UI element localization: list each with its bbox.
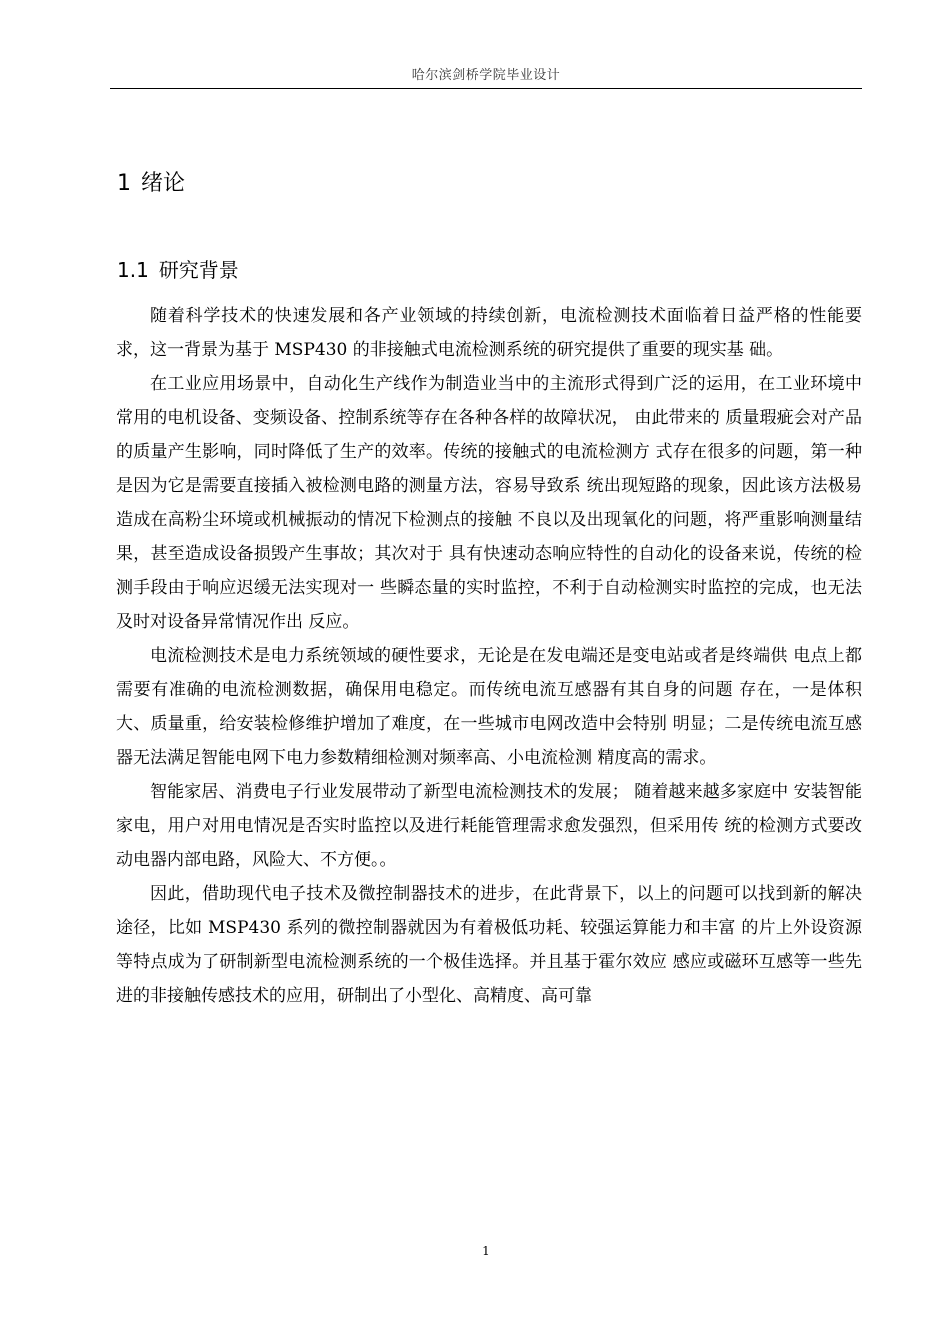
- page-number: 1: [482, 1244, 490, 1258]
- chapter-title: 绪论: [141, 171, 186, 196]
- section-number: 1.1: [117, 258, 149, 282]
- paragraph-power-system: 电流检测技术是电力系统领域的硬性要求，无论是在发电端还是变电站或者是终端供 电点上都需要有准确的电流检测数据，确保用电稳定。而传统电流互感器有其自身的问题 存在，一是体积大、质量重，给安装检修维护增加了难度，在一些城市电网改造中会特别 明显；二是传统电流互感器无法满足智能电网下电力参数精细检测对频率高、小电流检测 精度高的需求。: [116, 646, 862, 768]
- paragraph-conclusion: 因此，借助现代电子技术及微控制器技术的进步，在此背景下，以上的问题可以找到新的解决途径，比如 MSP430 系列的微控制器就因为有着极低功耗、较强运算能力和丰富 的片上外设资源等特点成为了研制新型电流检测系统的一个极佳选择。并且基于霍尔效应 感应或磁环互感等一些先进的非接触传感技术的应用，研制出了小型化、高精度、高可靠: [116, 884, 862, 1006]
- page-header: 哈尔滨剑桥学院毕业设计: [411, 68, 561, 83]
- paragraph-smart-home: 智能家居、消费电子行业发展带动了新型电流检测技术的发展； 随着越来越多家庭中 安装智能家电，用户对用电情况是否实时监控以及进行耗能管理需求愈发强烈，但采用传 统的检测方式要改动电器内部电路，风险大、不方便。。: [116, 782, 862, 870]
- paragraph-industrial: 在工业应用场景中，自动化生产线作为制造业当中的主流形式得到广泛的运用，在工业环境中常用的电机设备、变频设备、控制系统等存在各种各样的故障状况， 由此带来的 质量瑕疵会对产品的质量产生影响，同时降低了生产的效率。传统的接触式的电流检测方 式存在很多的问题，第一种是因为它是需要直接插入被检测电路的测量方法，容易导致系 统出现短路的现象，因此该方法极易造成在高粉尘环境或机械振动的情况下检测点的接触 不良以及出现氧化的问题，将严重影响测量结果，甚至造成设备损毁产生事故；其次对于 具有快速动态响应特性的自动化的设备来说，传统的检测手段由于响应迟缓无法实现对一 些瞬态量的实时监控，不利于自动检测实时监控的完成，也无法及时对设备异常情况作出 反应。: [116, 374, 862, 632]
- paragraph-intro: 随着科学技术的快速发展和各产业领域的持续创新，电流检测技术面临着日益严格的性能要求，这一背景为基于 MSP430 的非接触式电流检测系统的研究提供了重要的现实基 础。: [116, 306, 862, 360]
- section-heading: [117, 254, 239, 283]
- section-title: 研究背景: [158, 258, 239, 282]
- chapter-heading: [117, 166, 185, 197]
- body-text: [116, 299, 862, 1013]
- chapter-number: 1: [117, 171, 131, 196]
- header-rule: [110, 88, 862, 89]
